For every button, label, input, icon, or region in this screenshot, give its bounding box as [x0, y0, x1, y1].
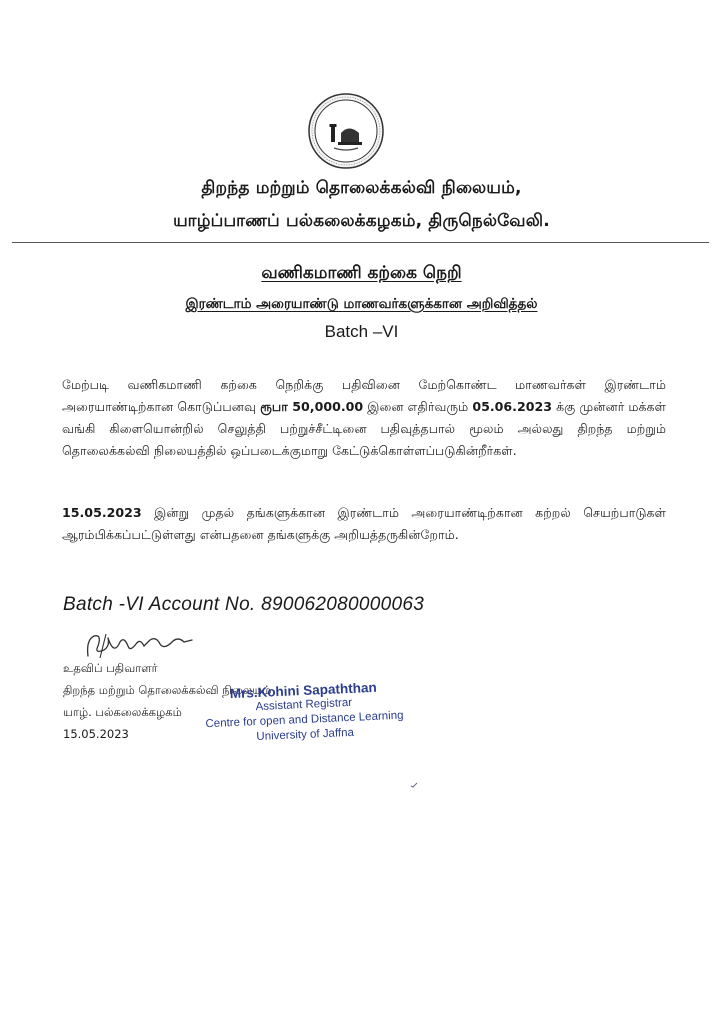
- stamp-name: Mrs.Kohini Sapaththan: [229, 679, 377, 702]
- payment-deadline: 05.06.2023: [472, 399, 553, 414]
- stamp-role: Assistant Registrar: [255, 696, 353, 714]
- account-number: Batch -VI Account No. 890062080000063: [63, 594, 425, 615]
- activities-paragraph: 15.05.2023 இன்று முதல் தங்களுக்கான இரண்டாம் அரையாண்டிற்கான கற்றல் செயற்பாடுகள் ஆரம்பிக்கப்பட்டுள்ளது என்பதனை தங்களுக்கு அறியத்தருகின்றோம்.: [62, 505, 666, 542]
- stamp-centre: Centre for open and Distance Learning: [205, 709, 404, 731]
- start-date: 15.05.2023: [62, 505, 142, 520]
- handwritten-signature: [80, 628, 200, 662]
- payment-paragraph: மேற்படி வணிகமாணி கற்கை நெறிக்கு பதிவினை மேற்கொண்ட மாணவர்கள் இரண்டாம் அரையாண்டிற்கான கொடுப்பனவு ரூபா 50,000.00 இனை எதிர்வரும் 05.06.2023 க்கு முன்னர் மக்கள் வங்கி கிளையொன்றில் செலுத்தி பற்றுச்சீட்டினை பதிவுத்தபால் மூலம் அல்லது திறந்த மற்றும் தொலைக்கல்வி நிலையத்தில் ஒப்படைக்குமாறு கேட்டுக்கொள்ளப்படுகின்றீர்கள்.: [62, 377, 666, 458]
- university-seal-icon: [307, 92, 385, 170]
- notice-subtitle: இரண்டாம் அரையாண்டு மாணவர்களுக்கான அறிவித்தல்: [185, 296, 538, 312]
- institute-name-line2: யாழ்ப்பாணப் பல்கலைக்கழகம், திருநெல்வேலி.: [173, 211, 550, 231]
- signatory-date: 15.05.2023: [63, 727, 129, 741]
- batch-label: Batch –VI: [324, 322, 399, 341]
- course-title: வணிகமாணி கற்கை நெறி: [261, 263, 462, 283]
- payment-amount: ரூபா 50,000.00: [260, 399, 364, 414]
- signatory-university: யாழ். பல்கலைக்கழகம்: [63, 705, 182, 719]
- official-stamp: [188, 678, 420, 748]
- signatory-centre: திறந்த மற்றும் தொலைக்கல்வி நிலையம்: [63, 683, 272, 697]
- signatory-role: உதவிப் பதிவாளர்: [63, 661, 158, 675]
- stamp-university: University of Jaffna: [256, 726, 355, 744]
- header-divider: [12, 242, 709, 243]
- institute-name-line1: திறந்த மற்றும் தொலைக்கல்வி நிலையம்,: [201, 178, 522, 198]
- ink-mark-icon: [410, 782, 418, 788]
